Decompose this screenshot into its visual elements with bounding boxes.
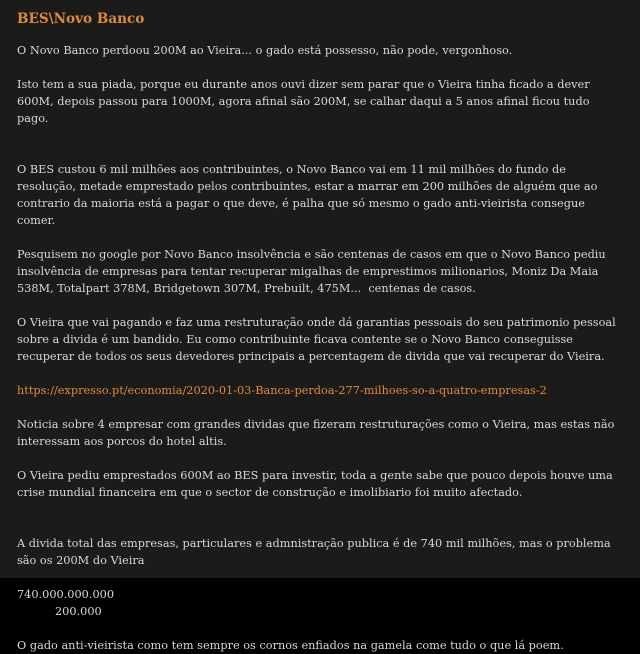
post-title: BES\Novo Banco: [17, 11, 145, 27]
expresso-article-link[interactable]: https://expresso.pt/economia/2020-01-03-Banca-perdoa-277-milhoes-so-a-quatro-empresas-2: [17, 384, 547, 397]
paragraph-6: Noticia sobre 4 empresar com grandes dividas que fizeram restruturações como o Vieira, mas estas não interessam aos porcos do hotel altis.: [17, 418, 619, 448]
paragraph-5: O Vieira que vai pagando e faz uma restruturação onde dá garantias pessoais do seu patrimonio pessoal sobre a divida é um bandido. Eu como contribuinte ficava contente se o Novo Banco conseguisse recuperar de todos os seus devedores principais a percentagem de divida que vai recuperar do Vieira.: [17, 316, 620, 363]
paragraph-7: O Vieira pediu emprestados 600M ao BES para investir, toda a gente sabe que pouco depois houve uma crise mundial financeira em que o sector de construção e imolibiario foi muito afectado.: [17, 469, 617, 499]
paragraph-2: Isto tem a sua piada, porque eu durante anos ouvi dizer sem parar que o Vieira tinha ficado a dever 600M, depois passou para 1000M, agora afinal são 200M, se calhar daqui a 5 anos afinal ficou tudo pago.: [17, 78, 594, 125]
number-vieira-debt: 200.000: [55, 605, 102, 618]
paragraph-4: Pesquisem no google por Novo Banco insolvência e são centenas de casos em que o Novo Banco pediu insolvência de empresas para tentar recuperar migalhas de emprestimos milionarios, Moniz Da Maia 538M, Totalpart 378M, Bridgetown 307M, Prebuilt, 475M... centenas de casos.: [17, 248, 610, 295]
paragraph-8: A divida total das empresas, particulares e admnistração publica é de 740 mil milhões, mas o problema são os 200M do Vieira: [17, 537, 615, 567]
paragraph-9: O gado anti-vieirista como tem sempre os cornos enfiados na gamela come tudo o que lá poem.: [17, 639, 564, 652]
number-total-debt: 740.000.000.000: [17, 588, 115, 601]
paragraph-3: O BES custou 6 mil milhões aos contribuintes, o Novo Banco vai em 11 mil milhões do fundo de resolução, metade emprestado pelos contribuintes, estar a marrar em 200 milhões de alguém que ao contrario da maioria está a pagar o que deve, é palha que só mesmo o gado anti-vieirista consegue comer.: [17, 163, 602, 227]
paragraph-1: O Novo Banco perdoou 200M ao Vieira... o gado está possesso, não pode, vergonhoso.: [17, 44, 513, 57]
